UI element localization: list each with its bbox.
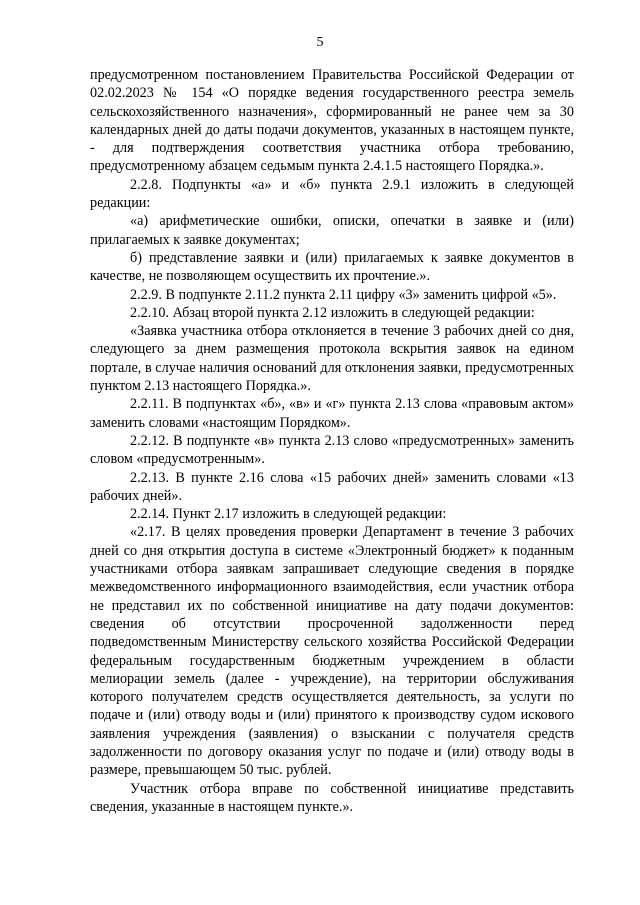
paragraph: «2.17. В целях проведения проверки Департамент в течение 3 рабочих дней со дня открытия доступа в системе «Электронный бюджет» к поданным участниками отбора заявкам запрашивает следующие сведения в порядке межведомственного информационного взаимодействия, если участник отбора не представил их по собственной инициативе на дату подачи документов: сведения об отсутствии просроченной задолженности перед подведомственным Министерству сельского хозяйства Российской Федерации федеральным государственным бюджетным учреждением в области мелиорации земель (далее - учреждение), на территории обслуживания которого получателем средств осуществляется деятельность, за услуги по подаче и (или) отводу воды и (или) принятого к производству судом искового заявления учреждения (заявления) о взыскании с получателя средств задолженности по договору оказания услуг по подаче и (или) отводу воды в размере, превышающем 50 тыс. рублей. bbox=[90, 524, 574, 779]
paragraph: 2.2.8. Подпункты «а» и «б» пункта 2.9.1 изложить в следующей редакции: bbox=[90, 176, 574, 212]
paragraph: 2.2.10. Абзац второй пункта 2.12 изложить в следующей редакции: bbox=[130, 304, 535, 321]
paragraph: предусмотренном постановлением Правительства Российской Федерации от 02.02.2023 № 154 «О порядке ведения государственного реестра земель сельскохозяйственного назначения», сформированный не ранее чем за 30 календарных дней до даты подачи документов, указанных в настоящем пункте, - для подтверждения соответствия участника отбора требованию, предусмотренному абзацем седьмым пункта 2.4.1.5 настоящего Порядка.». bbox=[90, 67, 574, 175]
paragraph: 2.2.9. В подпункте 2.11.2 пункта 2.11 цифру «3» заменить цифрой «5». bbox=[130, 286, 557, 303]
paragraph: 2.2.14. Пункт 2.17 изложить в следующей редакции: bbox=[130, 506, 447, 523]
page-number: 5 bbox=[316, 35, 324, 50]
paragraph: «Заявка участника отбора отклоняется в течение 3 рабочих дней со дня, следующего за днем размещения протокола вскрытия заявок на едином портале, в случае наличия оснований для отклонения заявки, предусмотренных пунктом 2.13 настоящего Порядка.». bbox=[90, 323, 574, 395]
paragraph: б) представление заявки и (или) прилагаемых к заявке документов в качестве, не позволяющем осуществить их прочтение.». bbox=[90, 249, 574, 285]
paragraph: 2.2.13. В пункте 2.16 слова «15 рабочих дней» заменить словами «13 рабочих дней». bbox=[90, 469, 574, 504]
paragraph: Участник отбора вправе по собственной инициативе представить сведения, указанные в настоящем пункте.». bbox=[90, 780, 574, 815]
paragraph: 2.2.12. В подпункте «в» пункта 2.13 слово «предусмотренных» заменить словом «предусмотренным». bbox=[90, 432, 574, 468]
paragraph: «а) арифметические ошибки, описки, опечатки в заявке и (или) прилагаемых к заявке документах; bbox=[90, 213, 574, 248]
document-body bbox=[90, 66, 574, 816]
paragraph: 2.2.11. В подпунктах «б», «в» и «г» пункта 2.13 слова «правовым актом» заменить словами «настоящим Порядком». bbox=[90, 396, 574, 431]
